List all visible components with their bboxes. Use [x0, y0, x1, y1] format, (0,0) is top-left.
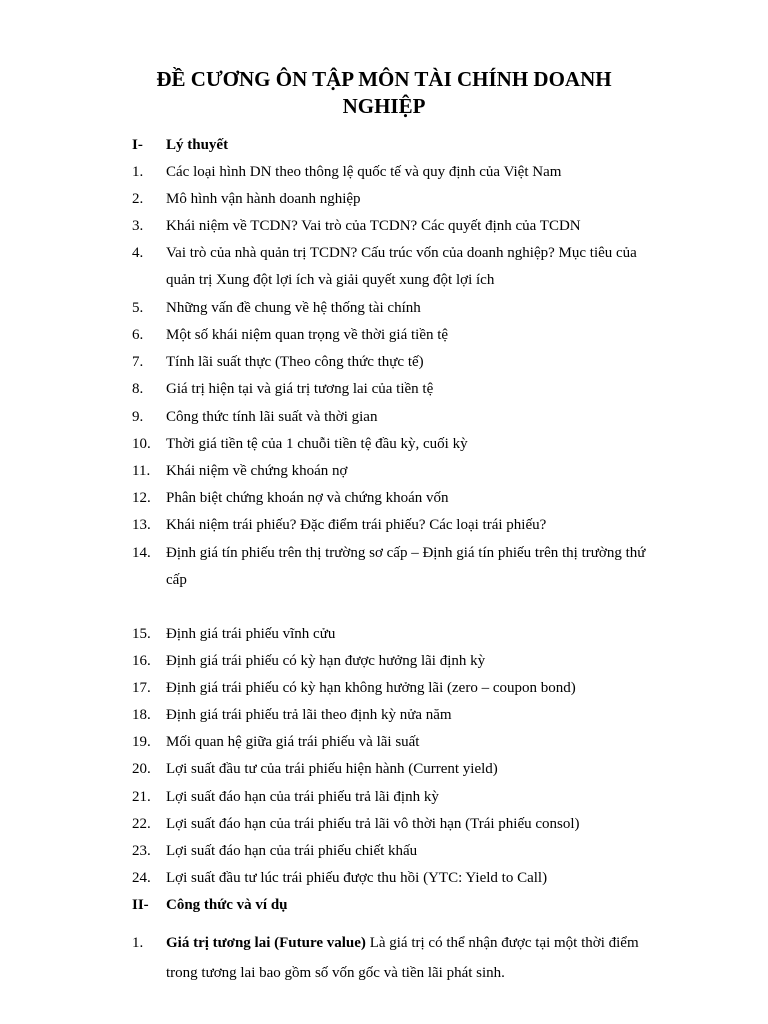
definition-line-2: trong tương lai bao gồm số vốn gốc và tiền lãi phát sinh.: [166, 965, 505, 981]
document-title: [0, 66, 768, 120]
item-text: Lợi suất đầu tư lúc trái phiếu được thu hồi (YTC: Yield to Call): [166, 870, 548, 886]
item-number: 20.: [132, 761, 151, 777]
item-number: 8.: [132, 381, 144, 397]
item-text: Giá trị hiện tại và giá trị tương lai của tiền tệ: [166, 381, 434, 397]
item-text: Lợi suất đáo hạn của trái phiếu chiết khấu: [166, 843, 418, 859]
item-text: Khái niệm về TCDN? Vai trò của TCDN? Các quyết định của TCDN: [166, 218, 581, 234]
item-text-line-2: quản trị Xung đột lợi ích và giải quyết xung đột lợi ích: [166, 272, 495, 288]
item-text: Khái niệm trái phiếu? Đặc điểm trái phiếu? Các loại trái phiếu?: [166, 517, 547, 533]
section-number: I-: [132, 137, 143, 153]
item-number: 2.: [132, 191, 144, 207]
item-text: Lợi suất đáo hạn của trái phiếu trả lãi vô thời hạn (Trái phiếu consol): [166, 816, 580, 832]
item-text: Khái niệm về chứng khoán nợ: [166, 463, 348, 479]
item-number: 21.: [132, 789, 151, 805]
item-number: 7.: [132, 354, 144, 370]
item-number: 3.: [132, 218, 144, 234]
title-line-1: ĐỀ CƯƠNG ÔN TẬP MÔN TÀI CHÍNH DOANH: [156, 67, 612, 91]
item-text: Phân biệt chứng khoán nợ và chứng khoán vốn: [166, 490, 449, 506]
item-number: 22.: [132, 816, 151, 832]
item-number: 14.: [132, 545, 151, 561]
item-number: 18.: [132, 707, 151, 723]
item-text-line-2: cấp: [166, 572, 187, 588]
item-text: Các loại hình DN theo thông lệ quốc tế và quy định của Việt Nam: [166, 164, 562, 180]
item-number: 6.: [132, 327, 144, 343]
item-text: Định giá trái phiếu trả lãi theo định kỳ nửa năm: [166, 707, 452, 723]
item-text: Mối quan hệ giữa giá trái phiếu và lãi suất: [166, 734, 420, 750]
item-text: Những vấn đề chung về hệ thống tài chính: [166, 300, 421, 316]
item-number: 12.: [132, 490, 151, 506]
item-text: Lợi suất đáo hạn của trái phiếu trả lãi định kỳ: [166, 789, 439, 805]
item-text: Định giá trái phiếu vĩnh cửu: [166, 626, 336, 642]
item-number: 23.: [132, 843, 151, 859]
item-number: 5.: [132, 300, 144, 316]
item-number: 9.: [132, 409, 144, 425]
item-number: 4.: [132, 245, 144, 261]
item-number: 1.: [132, 164, 144, 180]
item-number: 15.: [132, 626, 151, 642]
item-text: Tính lãi suất thực (Theo công thức thực tế): [166, 354, 424, 370]
item-number: 10.: [132, 436, 151, 452]
item-text: Thời giá tiền tệ của 1 chuỗi tiền tệ đầu kỳ, cuối kỳ: [166, 436, 468, 452]
definition-line-1: Là giá trị có thể nhận được tại một thời điểm: [365, 935, 639, 951]
item-number: 24.: [132, 870, 151, 886]
item-text: [166, 540, 672, 594]
section-title: Lý thuyết: [166, 137, 229, 153]
item-text: [166, 928, 672, 988]
section-title: Công thức và ví dụ: [166, 897, 288, 913]
title-line-2: NGHIỆP: [342, 94, 426, 118]
item-text: Định giá trái phiếu có kỳ hạn được hưởng lãi định kỳ: [166, 653, 486, 669]
item-text-line-1: Định giá tín phiếu trên thị trường sơ cấp – Định giá tín phiếu trên thị trường thứ: [166, 545, 646, 561]
item-number: 17.: [132, 680, 151, 696]
item-text-line-1: Vai trò của nhà quản trị TCDN? Cấu trúc vốn của doanh nghiệp? Mục tiêu của: [166, 245, 637, 261]
term-future-value: Giá trị tương lai (Future value): [166, 935, 366, 951]
item-text: Lợi suất đầu tư của trái phiếu hiện hành (Current yield): [166, 761, 498, 777]
item-text: Một số khái niệm quan trọng về thời giá tiền tệ: [166, 327, 449, 343]
item-number: 13.: [132, 517, 151, 533]
section-number: II-: [132, 897, 149, 913]
item-number: 1.: [132, 935, 144, 951]
item-number: 16.: [132, 653, 151, 669]
item-text: Công thức tính lãi suất và thời gian: [166, 409, 378, 425]
item-text: Mô hình vận hành doanh nghiệp: [166, 191, 361, 207]
item-number: 11.: [132, 463, 151, 479]
item-text: Định giá trái phiếu có kỳ hạn không hưởng lãi (zero – coupon bond): [166, 680, 576, 696]
item-text: [166, 240, 672, 294]
item-number: 19.: [132, 734, 151, 750]
